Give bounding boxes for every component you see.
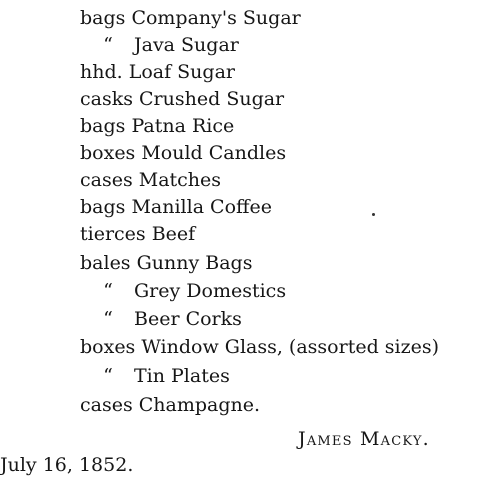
ink-speck [372,213,375,216]
item-description [80,4,301,32]
item-description [80,139,286,167]
item-text: Grey Domestics [134,280,287,302]
item-text: cases Matches [80,169,222,191]
item-description [80,193,272,221]
item-text: tierces Beef [80,223,196,245]
item-text: bags Manilla Coffee [80,196,273,218]
item-text: bales Gunny Bags [80,252,253,274]
item-description [80,391,260,419]
ditto-mark: “ [103,34,113,56]
item-text: hhd. Loaf Sugar [80,61,235,83]
item-description [80,305,242,333]
item-text: bags Patna Rice [80,115,235,137]
item-description [80,166,221,194]
item-description [80,85,284,113]
item-text: cases Champagne. [80,394,261,416]
item-description [80,220,195,248]
item-description [80,362,230,390]
item-description [80,249,252,277]
item-text: casks Crushed Sugar [80,88,285,110]
item-text: Beer Corks [134,308,242,330]
item-description [80,277,286,305]
item-description [80,58,235,86]
ditto-mark: “ [103,365,113,387]
item-description [80,31,239,59]
ditto-mark: “ [103,280,113,302]
merchant-signature: James Macky. [298,428,430,450]
item-text: Java Sugar [134,34,239,56]
notice-date: July 16, 1852. [0,454,134,476]
item-description [80,112,234,140]
item-text: boxes Window Glass, (assorted sizes) [80,336,440,358]
item-text: Tin Plates [134,365,230,387]
ditto-mark: “ [103,308,113,330]
item-description [80,333,439,361]
item-text: bags Company's Sugar [80,7,301,29]
item-text: boxes Mould Candles [80,142,287,164]
